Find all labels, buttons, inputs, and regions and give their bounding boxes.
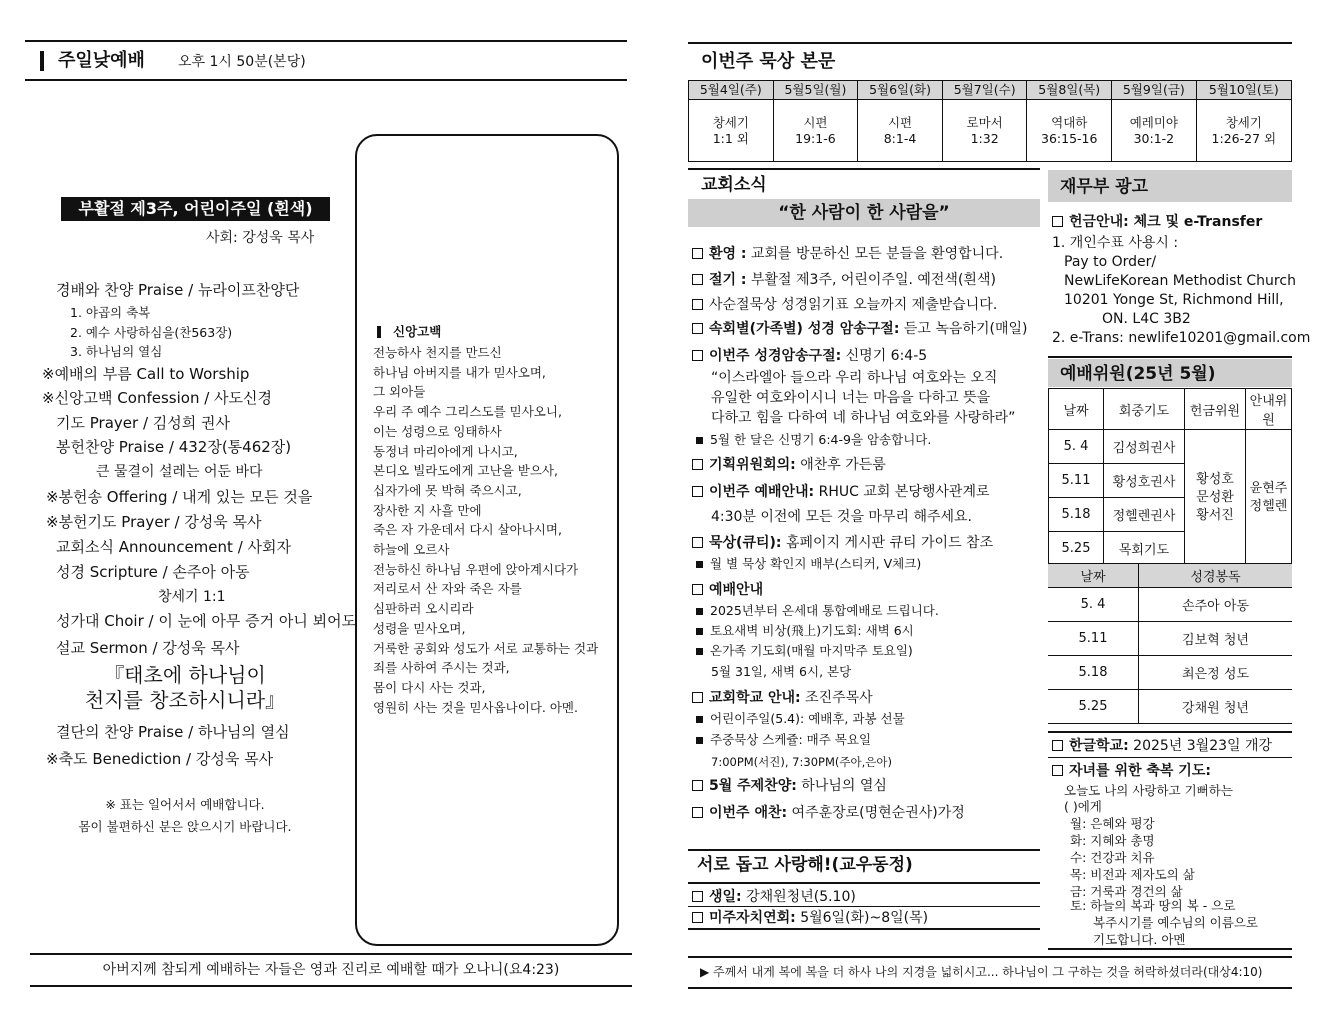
prayer-intro-1: 오늘도 나의 사랑하고 기뻐하는 bbox=[1064, 783, 1233, 798]
creed-line: 본디오 빌라도에게 고난을 받으사, bbox=[373, 463, 558, 479]
school-note-2-detail: 7:00PM(서진), 7:30PM(주아,은아) bbox=[711, 755, 892, 769]
right-footer-verse: ▶ 주께서 내게 복에 복을 더 하사 나의 지경을 넓히시고... 하나님이 그 구하는 것을 허락하셨더라(대상4:10) bbox=[700, 965, 1263, 979]
finance-line-4: 10201 Yonge St, Richmond Hill, bbox=[1064, 292, 1284, 308]
news-lent: 사순절묵상 성경읽기표 오늘까지 제출받습니다. bbox=[692, 296, 997, 314]
news-cell-verse: 속회별(가족별) 성경 암송구절: 듣고 녹음하기(매일) bbox=[692, 320, 1027, 338]
staff-date-3: 5.25 bbox=[1049, 532, 1104, 566]
service-title: 부활절 제3주, 어린이주일 (흰색) bbox=[78, 199, 313, 218]
meditation-title: 이번주 묵상 본문 bbox=[701, 51, 836, 72]
prayer-sat: 토: 하늘의 복과 땅의 복 - 으로 bbox=[1070, 898, 1236, 913]
header-top-rule bbox=[25, 40, 627, 42]
news-banner: “한 사람이 한 사람을” bbox=[778, 203, 950, 223]
creed-title-marker bbox=[377, 326, 381, 338]
offering-staff: 황성호 문성환 황서진 bbox=[1185, 430, 1246, 566]
meditation-top-rule bbox=[688, 42, 1292, 44]
creed-line: 성령을 믿사오며, bbox=[373, 620, 466, 636]
order-closing-praise: 결단의 찬양 Praise / 하나님의 열심 bbox=[56, 723, 290, 741]
order-offering: ※봉헌송 Offering / 내게 있는 모든 것을 bbox=[46, 488, 313, 506]
news-planning: 기획위원회의: 애찬후 가든룸 bbox=[692, 456, 886, 474]
fellowship-top-rule bbox=[688, 849, 1040, 851]
med-passage-3: 로마서 1:32 bbox=[942, 100, 1027, 162]
med-passage-1: 시편 19:1-6 bbox=[773, 100, 858, 162]
staff-header-offering: 헌금위원 bbox=[1185, 389, 1246, 430]
service-note-3: 온가족 기도회(매월 마지막주 토요일) bbox=[694, 642, 913, 660]
news-welcome: 환영 : 교회를 방문하신 모든 분들을 환영합니다. bbox=[692, 245, 1003, 263]
qt-note: 월 별 묵상 확인지 배부(스티커, V체크) bbox=[694, 555, 921, 573]
reading-date-3: 5.25 bbox=[1048, 690, 1139, 724]
order-benediction: ※축도 Benediction / 강성욱 목사 bbox=[46, 750, 274, 768]
prayer-end-2: 기도합니다. 아멘 bbox=[1093, 932, 1186, 947]
left-footer-top-rule bbox=[30, 953, 632, 955]
header-bottom-rule bbox=[25, 79, 627, 81]
med-date-6: 5월10일(토) bbox=[1196, 81, 1291, 100]
prayer-end-1: 복주시기를 예수님의 이름으로 bbox=[1093, 915, 1258, 930]
news-qt: 묵상(큐티): 홈페이지 게시판 큐티 가이드 참조 bbox=[692, 534, 993, 552]
header-bar-marker bbox=[40, 51, 44, 71]
praise-song-3: 3. 하나님의 열심 bbox=[70, 344, 163, 359]
order-offering-prayer: ※봉헌기도 Prayer / 강성욱 목사 bbox=[46, 513, 262, 531]
creed-line: 동정녀 마리아에게 나시고, bbox=[373, 443, 518, 459]
staff-date-1: 5.11 bbox=[1049, 464, 1104, 498]
school-note-1: 어린이주일(5.4): 예배후, 과봉 선물 bbox=[694, 710, 905, 728]
scripture-reading-table bbox=[1048, 563, 1292, 724]
med-date-1: 5월5일(월) bbox=[773, 81, 858, 100]
reading-date-0: 5. 4 bbox=[1048, 588, 1139, 622]
news-top-rule bbox=[688, 168, 1040, 170]
fellowship-title-rule bbox=[688, 882, 1040, 884]
med-passage-6: 창세기 1:26-27 외 bbox=[1196, 100, 1291, 162]
creed-title: 신앙고백 bbox=[393, 324, 442, 339]
staff-top-rule bbox=[1048, 356, 1292, 358]
staff-header-usher: 안내위원 bbox=[1246, 389, 1292, 430]
news-theme-song: 5월 주제찬양: 하나님의 열심 bbox=[692, 777, 887, 795]
fellowship-conference: 미주자치연회: 5월6일(화)~8일(목) bbox=[692, 909, 928, 927]
finance-line-1: 1. 개인수표 사용시 : bbox=[1052, 235, 1179, 251]
staff-header-prayer: 회중기도 bbox=[1104, 389, 1185, 430]
memory-verse-line-2: 유일한 여호와이시니 너는 마음을 다하고 뜻을 bbox=[711, 390, 991, 406]
news-agape: 이번주 애찬: 여주훈장로(명현순권사)가정 bbox=[692, 804, 965, 822]
creed-line: 전능하사 천지를 만드신 bbox=[373, 345, 502, 360]
staff-date-2: 5.18 bbox=[1049, 498, 1104, 532]
praise-song-2: 2. 예수 사랑하심을(찬563장) bbox=[70, 325, 233, 340]
prayer-tue: 화: 지혜와 총명 bbox=[1070, 833, 1155, 848]
staff-date-0: 5. 4 bbox=[1049, 430, 1104, 464]
sermon-title-line-2: 천지를 창조하시니라』 bbox=[84, 688, 286, 712]
prayer-title: 자녀를 위한 축복 기도: bbox=[1052, 762, 1211, 780]
standing-note: ※ 표는 일어서서 예배합니다. bbox=[105, 797, 265, 812]
right-footer-top-rule bbox=[688, 956, 1292, 958]
school-note-2: 주중묵상 스케쥴: 매주 목요일 bbox=[694, 731, 871, 749]
creed-line: 우리 주 예수 그리스도를 믿사오니, bbox=[373, 404, 562, 420]
med-date-3: 5월7일(수) bbox=[942, 81, 1027, 100]
news-service-info: 예배안내 bbox=[692, 581, 763, 599]
finance-line-6: 2. e-Trans: newlife10201@gmail.com bbox=[1052, 330, 1311, 346]
prayer-wed: 수: 건강과 치유 bbox=[1070, 850, 1155, 865]
creed-line: 죄를 사하여 주시는 것과, bbox=[373, 660, 510, 676]
prayer-thu: 목: 비전과 제자도의 삶 bbox=[1070, 867, 1195, 882]
creed-line: 저리로서 산 자와 죽은 자를 bbox=[373, 581, 522, 597]
order-confession: ※신앙고백 Confession / 사도신경 bbox=[42, 389, 273, 407]
creed-line: 십자가에 못 박혀 죽으시고, bbox=[373, 482, 522, 498]
reading-header-reader: 성경봉독 bbox=[1139, 564, 1293, 588]
med-date-4: 5월8일(목) bbox=[1027, 81, 1112, 100]
prayer-intro-2: ( )에게 bbox=[1064, 799, 1102, 814]
creed-line: 심판하러 오시리라 bbox=[373, 601, 474, 617]
news-season: 절기 : 부활절 제3주, 어린이주일. 예전색(흰색) bbox=[692, 271, 996, 289]
finance-line-2: Pay to Order/ bbox=[1064, 254, 1157, 270]
creed-line: 그 외아들 bbox=[373, 384, 426, 400]
creed-line: 죽은 자 가운데서 다시 살아나시며, bbox=[373, 522, 562, 538]
creed-line: 거룩한 공회와 성도가 서로 교통하는 것과 bbox=[373, 640, 599, 656]
med-passage-0: 창세기 1:1 외 bbox=[689, 100, 774, 162]
worship-info-line-2: 4:30분 이전에 모든 것을 마무리 해주세요. bbox=[711, 509, 972, 525]
korean-school-top-rule bbox=[1048, 731, 1292, 733]
korean-school-bottom-rule bbox=[1048, 757, 1292, 758]
news-title: 교회소식 bbox=[701, 175, 767, 195]
order-prayer: 기도 Prayer / 김성희 권사 bbox=[56, 414, 230, 432]
service-header-title: 주일낮예배 bbox=[58, 50, 145, 71]
memory-verse-line-3: 다하고 힘을 다하여 네 하나님 여호와를 사랑하라” bbox=[711, 410, 1016, 426]
order-scripture: 성경 Scripture / 손주아 아동 bbox=[56, 563, 250, 581]
fellowship-divider bbox=[688, 906, 1040, 907]
memory-verse-line-1: “이스라엘아 들으라 우리 하나님 여호와는 오직 bbox=[711, 370, 998, 386]
service-note-3-detail: 5월 31일, 새벽 6시, 본당 bbox=[711, 664, 852, 679]
order-announcement: 교회소식 Announcement / 사회자 bbox=[56, 538, 291, 556]
usher-staff: 윤현주 정헬렌 bbox=[1246, 430, 1292, 566]
reading-reader-0: 손주아 아동 bbox=[1139, 588, 1293, 622]
reading-date-2: 5.18 bbox=[1048, 656, 1139, 690]
finance-offering-label: 헌금안내: 체크 및 e-Transfer bbox=[1052, 213, 1262, 231]
order-praise: 경배와 찬양 Praise / 뉴라이프찬양단 bbox=[56, 281, 300, 299]
creed-line: 하늘에 오르사 bbox=[373, 542, 450, 558]
left-footer-bottom-rule bbox=[30, 985, 632, 987]
staff-title: 예배위원(25년 5월) bbox=[1060, 364, 1216, 384]
staff-prayer-1: 황성호권사 bbox=[1104, 464, 1185, 498]
service-note-2: 토요새벽 비상(飛上)기도회: 새벽 6시 bbox=[694, 622, 914, 640]
creed-line: 몸이 다시 사는 것과, bbox=[373, 679, 486, 695]
fellowship-title: 서로 돕고 사랑해!(교우동정) bbox=[697, 855, 913, 875]
seated-note: 몸이 불편하신 분은 앉으시기 바랍니다. bbox=[78, 819, 292, 834]
reading-header-date: 날짜 bbox=[1048, 564, 1139, 588]
offering-hymn-title: 큰 물결이 설레는 어둔 바다 bbox=[96, 464, 263, 480]
staff-header-date: 날짜 bbox=[1049, 389, 1104, 430]
prayer-fri: 금: 거룩과 경건의 삶 bbox=[1070, 884, 1183, 899]
med-passage-2: 시편 8:1-4 bbox=[858, 100, 943, 162]
creed-text bbox=[373, 343, 613, 717]
finance-line-5: ON. L4C 3B2 bbox=[1102, 311, 1191, 327]
med-date-5: 5월9일(금) bbox=[1112, 81, 1197, 100]
med-date-2: 5월6일(화) bbox=[858, 81, 943, 100]
creed-line: 영원히 사는 것을 믿사옵나이다. 아멘. bbox=[373, 699, 578, 715]
order-choir: 성가대 Choir / 이 눈에 아무 증거 아니 뵈어도 bbox=[56, 612, 357, 630]
fellowship-bottom-rule bbox=[688, 928, 1040, 930]
order-sermon: 설교 Sermon / 강성욱 목사 bbox=[56, 639, 240, 657]
med-passage-5: 예레미야 30:1-2 bbox=[1112, 100, 1197, 162]
creed-line: 하나님 아버지를 내가 믿사오며, bbox=[373, 364, 546, 380]
staff-prayer-2: 정헬렌권사 bbox=[1104, 498, 1185, 532]
reading-reader-3: 강채원 청년 bbox=[1139, 690, 1293, 724]
med-date-0: 5월4일(주) bbox=[689, 81, 774, 100]
service-note-1: 2025년부터 온세대 통합예배로 드립니다. bbox=[694, 602, 939, 620]
praise-song-1: 1. 야곱의 축복 bbox=[70, 305, 151, 320]
news-memory-verse: 이번주 성경암송구절: 신명기 6:4-5 bbox=[692, 347, 927, 365]
worship-staff-table bbox=[1048, 388, 1292, 566]
staff-prayer-3: 목회기도 bbox=[1104, 532, 1185, 566]
prayer-mon: 월: 은혜와 평강 bbox=[1070, 816, 1155, 831]
creed-line: 장사한 지 사흘 만에 bbox=[373, 502, 482, 518]
finance-title: 재무부 광고 bbox=[1060, 177, 1149, 197]
scripture-reference: 창세기 1:1 bbox=[158, 589, 226, 605]
reading-date-1: 5.11 bbox=[1048, 622, 1139, 656]
sermon-title-line-1: 『태초에 하나님이 bbox=[104, 663, 266, 687]
med-passage-4: 역대하 36:15-16 bbox=[1027, 100, 1112, 162]
reading-reader-2: 최은정 성도 bbox=[1139, 656, 1293, 690]
service-header-time: 오후 1시 50분(본당) bbox=[178, 54, 306, 70]
prayer-bottom-rule bbox=[1048, 948, 1292, 950]
creed-line: 전능하신 하나님 우편에 앉아계시다가 bbox=[373, 561, 579, 577]
staff-prayer-0: 김성희권사 bbox=[1104, 430, 1185, 464]
right-footer-bottom-rule bbox=[688, 987, 1292, 989]
order-offering-praise: 봉헌찬양 Praise / 432장(통462장) bbox=[56, 438, 292, 456]
creed-line: 이는 성령으로 잉태하사 bbox=[373, 423, 502, 439]
memory-verse-note: 5월 한 달은 신명기 6:4-9을 암송합니다. bbox=[694, 431, 931, 449]
meditation-schedule bbox=[688, 80, 1292, 162]
finance-line-3: NewLifeKorean Methodist Church bbox=[1064, 273, 1296, 289]
presider: 사회: 강성욱 목사 bbox=[206, 230, 315, 246]
order-call-to-worship: ※예배의 부름 Call to Worship bbox=[42, 365, 250, 383]
korean-school: 한글학교: 2025년 3월23일 개강 bbox=[1052, 737, 1272, 755]
news-church-school: 교회학교 안내: 조진주목사 bbox=[692, 689, 873, 707]
reading-reader-1: 김보혁 청년 bbox=[1139, 622, 1293, 656]
news-worship-info: 이번주 예배안내: RHUC 교회 본당행사관계로 bbox=[692, 483, 990, 501]
left-footer-verse: 아버지께 참되게 예배하는 자들은 영과 진리로 예배할 때가 오나니(요4:23) bbox=[102, 962, 560, 978]
fellowship-birthday: 생일: 강채원청년(5.10) bbox=[692, 888, 856, 906]
